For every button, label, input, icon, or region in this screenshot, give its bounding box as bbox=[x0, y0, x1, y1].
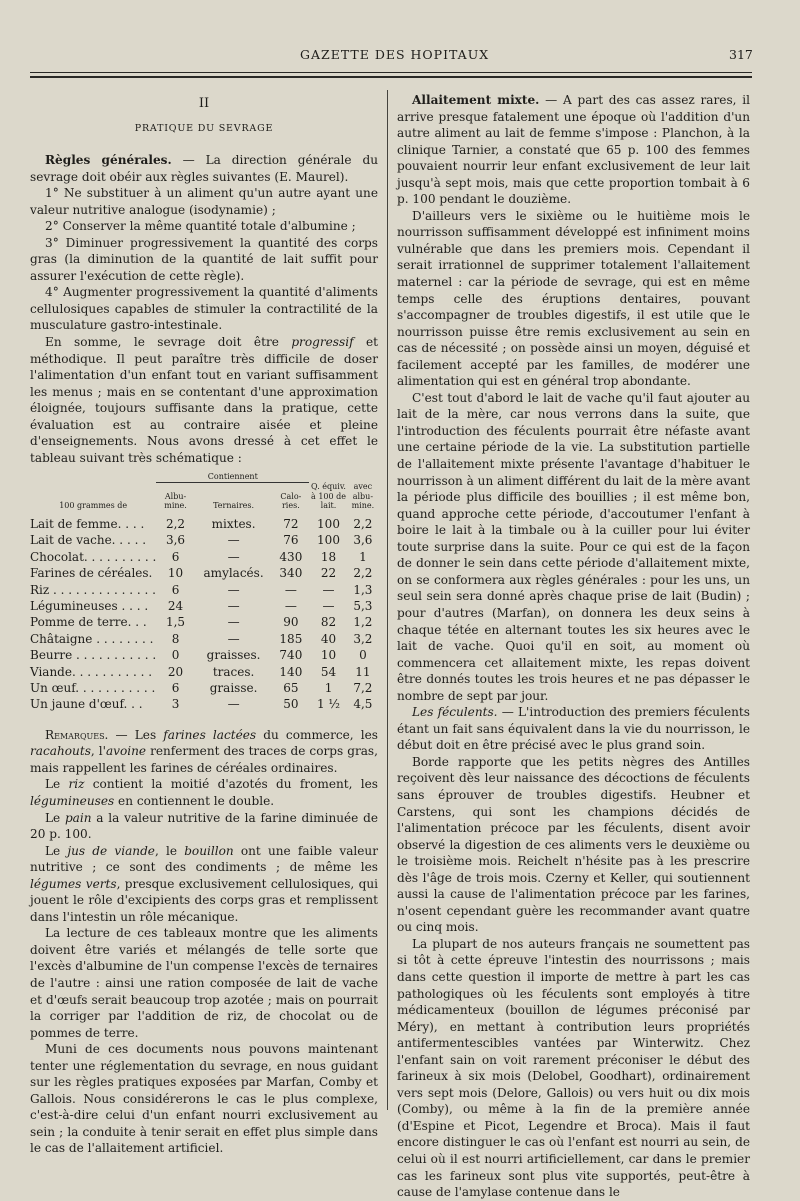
rem3-i1: pain bbox=[64, 810, 92, 825]
running-head bbox=[0, 47, 800, 67]
cell-avec-albumine: 3,6 bbox=[353, 533, 373, 548]
cell-avec-albumine: 2,2 bbox=[353, 566, 373, 581]
cell-calories: — bbox=[284, 598, 297, 613]
rem1-a: — Les bbox=[108, 727, 164, 742]
somme-text-a: En somme, le sevrage doit être bbox=[45, 335, 292, 350]
cest-paragraph: C'est tout d'abord le lait de vache qu'il faut ajouter au lait de la mère, car nous verrons dans la suite, que l'introduction des féculents pourrait être néfaste avant une certaine période de la vie. La substitution partielle de l'allaitement mixte présente l'avantage d'habituer le nourrisson à un aliment différent du lait de la mère avant la période plus difficile des bouillies ; il est même bon, quand approche cette période, d'accoutumer l'enfant à boire le lait à la timbale ou à la cuiller pour lui éviter toute surprise dans la suite. Pour ce qui est de la façon de donner le sein dans cette période d'allaitement mixte, on se conformera aux règles générales : pour les uns, un seul sein sera donné après chaque prise de lait (Budin) ; pour d'autres (Marfan), on donnera les deux seins à chaque tétée en alternant toutes les six heures avec le lait de vache. Quoi qu'il en soit, au moment où commencera cet allaitement mixte, les repas doivent être donnés toutes les trois heures et ne pas dépasser le nombre de sept par jour. bbox=[397, 390, 750, 703]
rem3-b: a la valeur nutritive de la farine diminuée de 20 p. 100. bbox=[30, 810, 378, 842]
table-row bbox=[30, 680, 378, 696]
rem4-i2: bouillon bbox=[184, 843, 234, 858]
cell-albumine: 20 bbox=[167, 664, 184, 679]
table-row bbox=[30, 631, 378, 647]
cell-calories: — bbox=[284, 582, 297, 597]
header-rule-thick bbox=[30, 76, 752, 78]
cell-food: Châtaigne . . . . . . . . bbox=[30, 631, 154, 646]
col-header-albumine: Albu- mine. bbox=[164, 491, 187, 511]
cell-calories: 140 bbox=[279, 664, 303, 679]
rule-4: 4° Augmenter progressivement la quantité d'aliments cellulosiques capables de stimuler la contractilité de la musculature gastro-intestinale. bbox=[30, 285, 378, 333]
table-row bbox=[30, 549, 378, 565]
rem2-b: contient la moitié d'azotés du froment, les bbox=[84, 777, 378, 792]
cell-ternaires: graisse. bbox=[209, 680, 258, 695]
cell-food: Beurre . . . . . . . . . . . bbox=[30, 648, 157, 663]
cell-equivalent: 22 bbox=[320, 566, 337, 581]
cell-ternaires: amylacés. bbox=[203, 566, 264, 581]
cell-calories: 185 bbox=[279, 631, 303, 646]
cell-ternaires: — bbox=[227, 615, 240, 630]
ailleurs-paragraph: D'ailleurs vers le sixième ou le huitième mois le nourrisson suffisamment développé est infiniment moins vulnérable que dans les premiers mois. Cependant il serait irrationnel de supprimer totalement l'allaitement maternel : car la période de sevrage, qui est en même temps celle des éruptions dentaires, pouvant s'accompagner de troubles digestifs, il est utile que le nourrisson puisse être remis exclusivement au sein en cas de nécessité ; on possède ainsi un moyen, déguisé et facilement accepté par les familles, de modérer une alimentation qui est en général trop abondante. bbox=[397, 208, 750, 389]
cell-avec-albumine: 4,5 bbox=[353, 697, 373, 712]
table-row bbox=[30, 532, 378, 548]
cell-calories: 740 bbox=[279, 648, 303, 663]
right-column bbox=[397, 92, 750, 1201]
rules-heading: Règles générales. bbox=[45, 153, 172, 167]
table-row bbox=[30, 516, 378, 532]
cell-ternaires: — bbox=[227, 697, 240, 712]
cell-equivalent: — bbox=[322, 582, 335, 597]
table-row bbox=[30, 647, 378, 663]
journal-title: GAZETTE DES HOPITAUX bbox=[300, 47, 490, 62]
rem3-a: Le bbox=[45, 810, 65, 825]
table-row bbox=[30, 696, 378, 712]
cell-albumine: 3,6 bbox=[165, 533, 186, 548]
cell-equivalent: 1 ½ bbox=[316, 697, 341, 712]
cell-albumine: 3 bbox=[171, 697, 180, 712]
rem1-i2: racahouts bbox=[30, 744, 91, 759]
cell-albumine: 1,5 bbox=[165, 615, 186, 630]
cell-calories: 76 bbox=[283, 533, 299, 548]
somme-italic: progressif bbox=[291, 335, 354, 350]
riz-paragraph bbox=[30, 776, 378, 809]
cell-avec-albumine: 1 bbox=[359, 549, 367, 564]
left-column bbox=[30, 92, 378, 1157]
cell-equivalent: — bbox=[322, 598, 335, 613]
column-divider bbox=[387, 90, 388, 1110]
jus-paragraph bbox=[30, 843, 378, 926]
pain-paragraph bbox=[30, 810, 378, 843]
section-number: II bbox=[198, 96, 210, 111]
cell-ternaires: — bbox=[227, 533, 240, 548]
rem2-i2: légumineuses bbox=[30, 793, 115, 808]
cell-avec-albumine: 11 bbox=[355, 664, 371, 679]
cell-ternaires: — bbox=[227, 631, 240, 646]
remarques-label: Remarques. bbox=[45, 727, 109, 742]
rules-intro: — La direction générale du sevrage doit obéir aux règles suivantes (E. Maurel). bbox=[30, 153, 378, 184]
nutrition-table bbox=[30, 472, 378, 712]
cell-equivalent: 1 bbox=[324, 680, 333, 695]
cell-albumine: 2,2 bbox=[165, 516, 186, 531]
cell-avec-albumine: 7,2 bbox=[353, 680, 373, 695]
allaitement-heading: Allaitement mixte. bbox=[412, 93, 540, 107]
cell-equivalent: 18 bbox=[320, 549, 337, 564]
lecture-paragraph: La lecture de ces tableaux montre que les aliments doivent être variés et mélangés de telle sorte que l'excès d'albumine de l'un compense l'excès de ternaires de l'autre : ainsi une ration composée de lait de vache et d'œufs serait beaucoup trop azotée ; mais on pourrait la corriger par l'addition de riz, de chocolat ou de pommes de terre. bbox=[30, 926, 378, 1040]
rem1-i1: farines lactées bbox=[163, 727, 257, 742]
table-row bbox=[30, 664, 378, 680]
cell-calories: 65 bbox=[283, 680, 299, 695]
feculents-text: — L'introduction des premiers féculents étant un fait sans équivalent dans la vie du nourrisson, le début doit en être précisé avec le plus grand soin. bbox=[397, 705, 750, 753]
page-number: 317 bbox=[729, 47, 753, 62]
rem4-c: ont une faible valeur nutritive ; ce sont des condiments ; de même les bbox=[30, 843, 378, 875]
cell-calories: 430 bbox=[279, 549, 303, 564]
col-header-calories: Calo- ries. bbox=[280, 491, 302, 511]
cell-equivalent: 82 bbox=[320, 615, 337, 630]
col-header-equivalent: Q. équiv. à 100 de lait. bbox=[311, 482, 346, 511]
cell-albumine: 6 bbox=[171, 549, 180, 564]
plupart-paragraph: La plupart de nos auteurs français ne soumettent pas si tôt à cette épreuve l'intestin des nourrissons ; mais dans cette question il importe de mettre à part les cas pathologiques où les féculents sont employés à titre médicamenteux (bouillon de légumes préconisé par Méry), en mettant à contribution leurs propriétés antifermentescibles vantées par Winterwitz. Chez l'enfant sain on voit rarement préconiser le début des farineux à six mois (Delobel, Goodhart), ordinairement vers sept mois (Delore, Gallois) ou vers huit ou dix mois (Comby), ou même à la fin de la première année (d'Espine et Picot, Legendre et Broca). Mais il faut encore distinguer le cas où l'enfant est nourri au sein, de celui où il est nourri artificiellement, car dans le premier cas les farineux sont plus vite supportés, peut-être à cause de l'amylase contenue dans le bbox=[397, 936, 750, 1200]
table-row bbox=[30, 598, 378, 614]
cell-food: Riz . . . . . . . . . . . . . . bbox=[30, 582, 156, 597]
allaitement-text: — A part des cas assez rares, il arrive presque fatalement une époque où l'addition d'un autre aliment au lait de femme s'impose : Planchon, à la clinique Tarnier, a constaté que 65 p. 100 des femmes pouvaient nourrir leur enfant exclusivement de leur lait jusqu'à sept mois, mais que cette proportion tombait à 6 p. 100 pendant le douzième. bbox=[397, 93, 750, 207]
cell-food: Lait de vache. . . . . bbox=[30, 533, 147, 548]
cell-calories: 72 bbox=[283, 516, 299, 531]
cell-equivalent: 40 bbox=[320, 631, 337, 646]
rules-paragraph bbox=[30, 152, 378, 185]
cell-albumine: 10 bbox=[167, 566, 184, 581]
rem4-a: Le bbox=[45, 843, 68, 858]
table-row bbox=[30, 565, 378, 581]
cell-food: Pomme de terre. . . bbox=[30, 615, 147, 630]
col-header-avec-albumine: avec albu- mine. bbox=[351, 482, 375, 511]
cell-avec-albumine: 3,2 bbox=[353, 631, 373, 646]
cell-ternaires: — bbox=[227, 549, 240, 564]
cell-avec-albumine: 1,3 bbox=[353, 582, 373, 597]
cell-food: Légumineuses . . . . bbox=[30, 598, 149, 613]
table-row bbox=[30, 614, 378, 630]
section-title: PRATIQUE DU SEVRAGE bbox=[134, 123, 274, 134]
borde-paragraph: Borde rapporte que les petits nègres des Antilles reçoivent dès leur naissance des décoctions de féculents sans éprouver de troubles digestifs. Heubner et Carstens, qui sont les champions décidés de l'alimentation précoce par les féculents, disent avoir observé la digestion de ces aliments vers le deuxième ou le troisième mois. Reichelt n'hésite pas à les prescrire dès l'âge de trois mois. Czerny et Keller, qui soutiennent aussi la cause de l'alimentation précoce par les farines, n'osent cependant guère les recommander avant quatre ou cinq mois. bbox=[397, 754, 750, 935]
rem1-i3: avoine bbox=[105, 744, 147, 759]
cell-calories: 340 bbox=[279, 566, 303, 581]
somme-text-b: et méthodique. Il peut paraître très difficile de doser l'alimentation d'un enfant tout en variant suffisamment les menus ; mais en se contentant d'une approximation éloignée, toujours suffisante dans la pratique, cette évaluation est au contraire aisée et pleine d'enseignements. Nous avons dressé à cet effet le tableau suivant très schématique : bbox=[30, 335, 378, 465]
allaitement-paragraph bbox=[397, 92, 750, 208]
rem2-c: en contiennent le double. bbox=[114, 793, 275, 808]
rem2-i1: riz bbox=[68, 777, 85, 792]
cell-food: Farines de céréales. bbox=[30, 566, 153, 581]
rem4-i1: jus de viande bbox=[67, 843, 155, 858]
cell-calories: 50 bbox=[283, 697, 299, 712]
cell-albumine: 24 bbox=[167, 598, 184, 613]
muni-paragraph: Muni de ces documents nous pouvons maintenant tenter une réglementation du sevrage, en nous guidant sur les règles pratiques exposées par Marfan, Comby et Gallois. Nous considérerons le cas le plus complexe, c'est-à-dire celui d'un enfant nourri exclusivement au sein ; la conduite à tenir serait en effet plus simple dans le cas de l'allaitement artificiel. bbox=[30, 1042, 378, 1156]
cell-avec-albumine: 1,2 bbox=[353, 615, 373, 630]
cell-food: Chocolat. . . . . . . . . . bbox=[30, 549, 157, 564]
remarques-paragraph bbox=[30, 727, 378, 777]
cell-albumine: 8 bbox=[171, 631, 180, 646]
cell-equivalent: 54 bbox=[320, 664, 337, 679]
rule-1: 1° Ne substituer à un aliment qu'un autre ayant une valeur nutritive analogue (isodynamie) ; bbox=[30, 186, 378, 217]
cell-food: Un jaune d'œuf. . . bbox=[30, 697, 143, 712]
cell-ternaires: mixtes. bbox=[211, 516, 256, 531]
rem4-i3: légumes verts bbox=[30, 876, 117, 891]
cell-calories: 90 bbox=[283, 615, 299, 630]
rem1-b: du commerce, les bbox=[256, 727, 378, 742]
cell-food: Viande. . . . . . . . . . . bbox=[30, 664, 153, 679]
cell-equivalent: 10 bbox=[320, 648, 337, 663]
cell-ternaires: — bbox=[227, 582, 240, 597]
table-group-header: Contiennent bbox=[156, 472, 309, 482]
table-body bbox=[30, 516, 378, 713]
rem4-b: , le bbox=[154, 843, 185, 858]
cell-food: Lait de femme. . . . bbox=[30, 516, 145, 531]
cell-ternaires: traces. bbox=[212, 664, 255, 679]
cell-avec-albumine: 0 bbox=[359, 648, 367, 663]
cell-ternaires: graisses. bbox=[206, 648, 261, 663]
table-row bbox=[30, 582, 378, 598]
feculents-label: Les féculents. bbox=[412, 705, 498, 720]
cell-avec-albumine: 2,2 bbox=[353, 516, 373, 531]
rem1-d: renferment des traces de corps gras, mais rappellent les farines de céréales ordinaires. bbox=[30, 744, 378, 775]
cell-food: Un œuf. . . . . . . . . . . bbox=[30, 680, 156, 695]
somme-paragraph bbox=[30, 334, 378, 466]
rule-2: 2° Conserver la même quantité totale d'albumine ; bbox=[45, 219, 356, 234]
header-rule bbox=[30, 72, 752, 73]
cell-equivalent: 100 bbox=[317, 516, 340, 531]
cell-equivalent: 100 bbox=[317, 533, 340, 548]
col-header-food: 100 grammes de bbox=[59, 501, 128, 511]
col-header-ternaires: Ternaires. bbox=[213, 501, 255, 511]
cell-ternaires: — bbox=[227, 598, 240, 613]
rem1-c: , l' bbox=[90, 744, 106, 759]
cell-avec-albumine: 5,3 bbox=[353, 598, 373, 613]
feculents-paragraph bbox=[397, 704, 750, 754]
cell-albumine: 6 bbox=[171, 680, 180, 695]
rem2-a: Le bbox=[45, 777, 69, 792]
cell-albumine: 0 bbox=[171, 648, 180, 663]
rule-3: 3° Diminuer progressivement la quantité des corps gras (la diminution de la quantité de lait suffit pour assurer l'exécution de cette règle). bbox=[30, 235, 378, 283]
rem4-d: , presque exclusivement cellulosiques, qui jouent le rôle d'excipients des corps gras et remplissent dans l'intestin un rôle mécanique. bbox=[30, 876, 378, 924]
cell-albumine: 6 bbox=[171, 582, 180, 597]
